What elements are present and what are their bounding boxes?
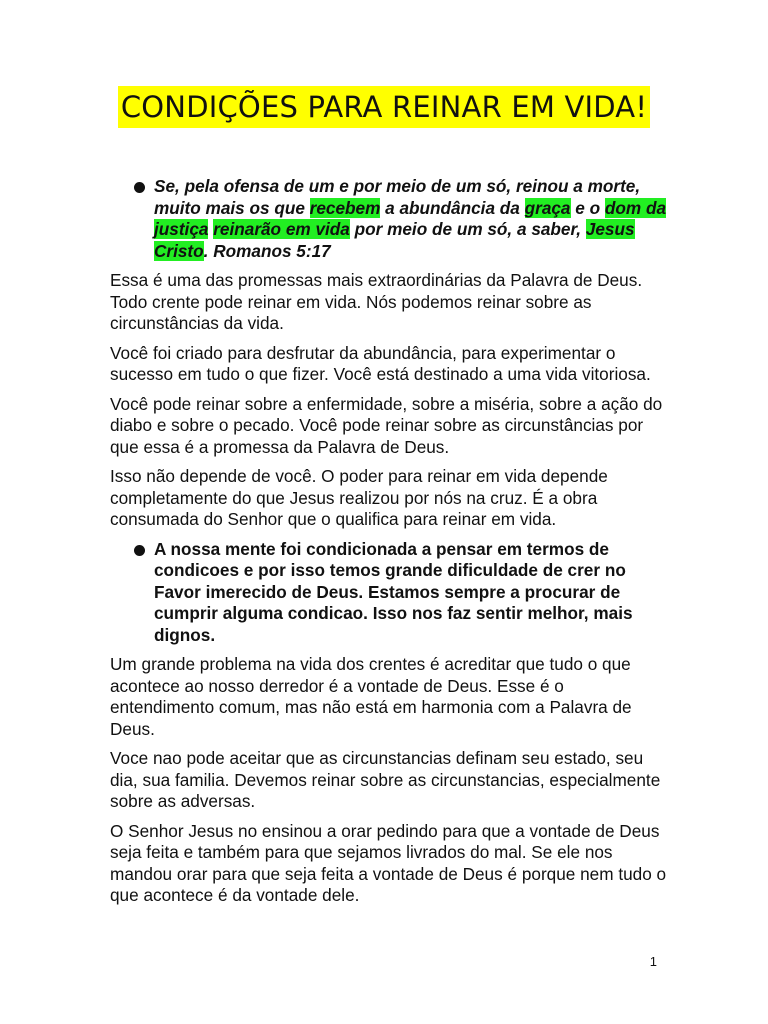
- paragraph: Voce nao pode aceitar que as circunstancias definam seu estado, seu dia, sua familia. Devemos reinar sobre as circunstancias, especialmente sobre as adversas.: [110, 748, 661, 811]
- verse-reference: . Romanos 5:17: [203, 240, 331, 261]
- highlight-jesus-cristo: Jesus Cristo: [154, 219, 635, 261]
- paragraph: Essa é uma das promessas mais extraordinárias da Palavra de Deus. Todo crente pode reinar em vida. Nós podemos reinar sobre as circunstâncias da vida.: [110, 270, 643, 333]
- paragraph: O Senhor Jesus no ensinou a orar pedindo para que a vontade de Deus seja feita e também para que sejamos livrados do mal. Se ele nos mandou orar para que seja feita a vontade de Deus é porque nem tudo o que acontece é da vontade dele.: [110, 820, 667, 905]
- highlight-recebem: recebem: [309, 197, 381, 218]
- document-body: [110, 176, 670, 915]
- paragraph: Você pode reinar sobre a enfermidade, sobre a miséria, sobre a ação do diabo e sobre o pecado. Você pode reinar sobre as circunstâncias por que essa é a promessa da Palavra de Deus.: [110, 393, 663, 457]
- paragraph: Um grande problema na vida dos crentes é acreditar que tudo o que acontece ao nosso derredor é a vontade de Deus. Esse é o entendimento comum, mas não está em harmonia com a Palavra de Deus.: [110, 654, 632, 739]
- highlight-dom-da-justica: dom da justiça: [154, 197, 667, 239]
- verse-text: Se, pela ofensa de um e por meio de um só, reinou a morte, muito mais os que: [154, 176, 641, 218]
- verse-text: a abundância da: [380, 197, 525, 218]
- page-title: CONDIÇÕES PARA REINAR EM VIDA!: [118, 86, 650, 128]
- bullet-dot-icon: [134, 545, 145, 556]
- paragraph: Isso não depende de você. O poder para reinar em vida depende completamente do que Jesus realizou por nós na cruz. É a obra consumada do Senhor que o qualifica para reinar em vida.: [110, 466, 608, 529]
- highlight-reinarao-em-vida: reinarão em vida: [213, 219, 350, 239]
- bible-verse-bullet: [110, 176, 670, 262]
- bullet-dot-icon: [134, 182, 145, 193]
- verse-text: e o: [570, 197, 605, 218]
- highlight-graca: graça: [524, 197, 571, 218]
- paragraph: Você foi criado para desfrutar da abundância, para experimentar o sucesso em tudo o que fizer. Você está destinado a uma vida vitoriosa.: [110, 342, 651, 384]
- bullet-text: A nossa mente foi condicionada a pensar em termos de condicoes e por isso temos grande dificuldade de crer no Favor imerecido de Deus. Estamos sempre a procurar de cumprir alguma condicao. Isso nos faz sentir melhor, mais dignos.: [154, 538, 633, 645]
- page-number: 1: [649, 954, 657, 969]
- title-container: [0, 86, 768, 128]
- verse-text: por meio de um só, a saber,: [349, 219, 586, 239]
- conditions-bullet: [110, 539, 670, 647]
